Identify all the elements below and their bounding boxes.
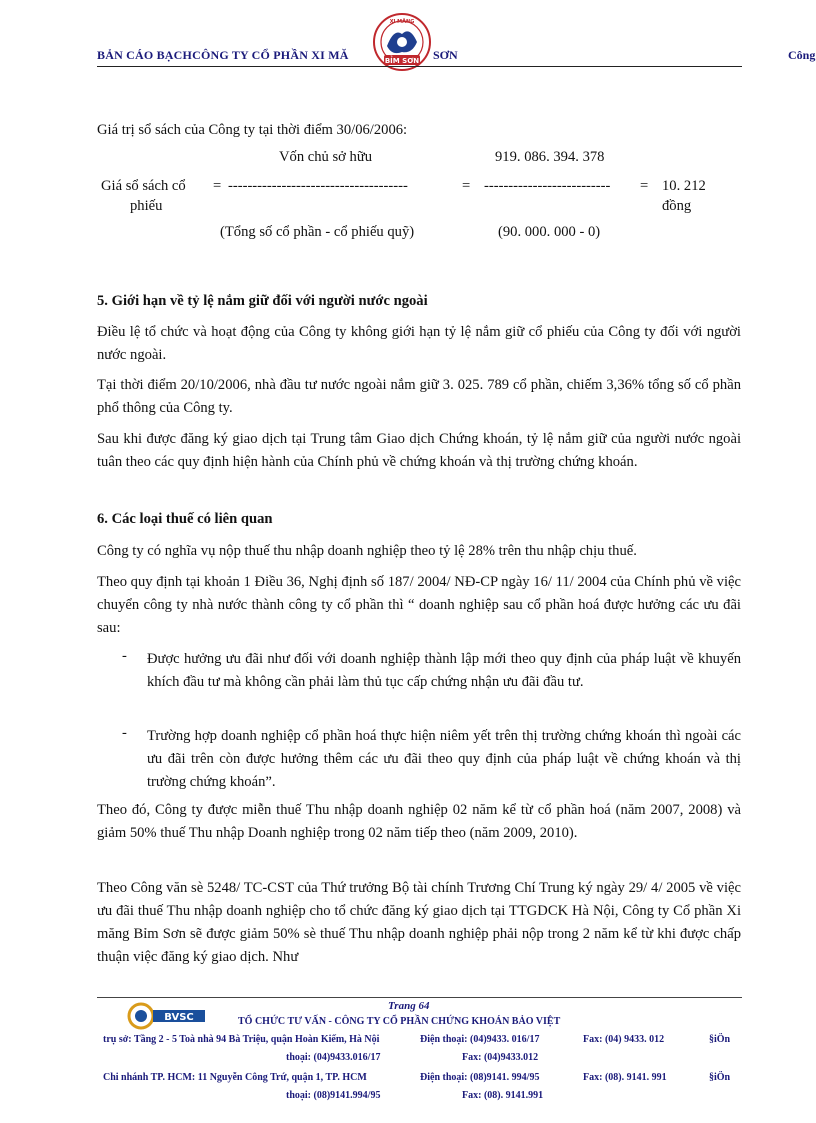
page-number: Trang 64	[388, 1000, 430, 1012]
logo-text-top: XI MĂNG	[389, 19, 415, 25]
footer-hq-fax: Fax: (04) 9433. 012	[583, 1034, 665, 1045]
bullet-item-2: Trường hợp doanh nghiệp cổ phần hoá thực hiện niêm yết trên thị trường chứng khoán thì ngoài các ưu đãi trên còn được hưởng thêm các ưu đãi theo quy định của pháp luật về chứng khoán và thị trường chứng khoán”.	[147, 728, 741, 790]
section5-paragraph-1: Điều lệ tổ chức và hoạt động của Công ty không giới hạn tỷ lệ nắm giữ cổ phiếu của Công ty đối với người nước ngoài.	[97, 324, 741, 363]
footer-hq-phone-2: thoại: (04)9433.016/17	[286, 1052, 381, 1063]
footer-branch-extra: §iÖn	[709, 1072, 731, 1083]
formula-result-line1: 10. 212	[662, 178, 706, 194]
bvsc-logo	[127, 1002, 207, 1030]
section5-paragraph-3: Sau khi được đăng ký giao dịch tại Trung tâm Giao dịch Chứng khoán, tỷ lệ nắm giữ của người nước ngoài tuân theo các quy định hiện hành của Chính phủ về chứng khoán và thị trường chứng khoán.	[97, 431, 741, 470]
formula-denom-value: (90. 000. 000 - 0)	[498, 224, 601, 240]
bvsc-logo-text: BVSC	[164, 1012, 194, 1023]
formula-eq2: =	[462, 178, 471, 194]
formula-result-line2: đồng	[662, 198, 692, 214]
footer-branch-fax: Fax: (08). 9141. 991	[583, 1072, 667, 1083]
footer-branch-phone: Điện thoại: (08)9141. 994/95	[420, 1072, 540, 1083]
section5-heading: 5. Giới hạn về tỷ lệ nắm giữ đối với người nước ngoài	[97, 293, 428, 309]
formula-dash2: --------------------------	[484, 178, 611, 194]
footer-hq-phone: Điện thoại: (04)9433. 016/17	[420, 1034, 540, 1045]
formula-numer-label: Vốn chủ sở hữu	[279, 149, 373, 165]
section6-paragraph-2: Theo quy định tại khoản 1 Điều 36, Nghị định số 187/ 2004/ NĐ-CP ngày 16/ 11/ 2004 của Chính phủ về việc chuyển công ty nhà nước thành công ty cổ phần thì “ doanh nghiệp sau cổ phần hoá được hưởng các ưu đãi sau:	[97, 574, 741, 636]
header-divider	[97, 66, 742, 67]
section5-paragraph-2: Tại thời điểm 20/10/2006, nhà đầu tư nước ngoài nắm giữ 3. 025. 789 cổ phần, chiếm 3,36% tổng số cổ phần phổ thông của Công ty.	[97, 377, 741, 416]
bullet-dash: -	[122, 725, 127, 741]
bullet-item-1: Được hưởng ưu đãi như đối với doanh nghiệp thành lập mới theo quy định của pháp luật về khuyến khích đầu tư mà không cần phải làm thủ tục cấp chứng nhận ưu đãi đầu tư.	[147, 651, 741, 690]
company-logo	[372, 12, 432, 72]
footer-branch-address: Chi nhánh TP. HCM: 11 Nguyễn Công Trứ, quận 1, TP. HCM	[103, 1072, 367, 1083]
formula-dash1: -------------------------------------	[228, 178, 408, 194]
footer-hq-extra: §iÖn	[709, 1034, 731, 1045]
footer-divider	[97, 997, 742, 998]
footer-branch-phone-2: thoại: (08)9141.994/95	[286, 1090, 381, 1101]
formula-numer-value: 919. 086. 394. 378	[495, 149, 605, 165]
section6-paragraph-1: Công ty có nghĩa vụ nộp thuế thu nhập doanh nghiệp theo tỷ lệ 28% trên thu nhập chịu thuế.	[97, 543, 637, 559]
formula-eq1: =	[213, 178, 222, 194]
footer-hq-address: trụ sở: Tầng 2 - 5 Toà nhà 94 Bà Triệu, quận Hoàn Kiếm, Hà Nội	[103, 1034, 380, 1045]
header-title: BẢN CÁO BẠCHCÔNG TY CỔ PHẦN XI MĂ	[97, 48, 349, 62]
footer-hq-fax-2: Fax: (04)9433.012	[462, 1052, 539, 1063]
section6-paragraph-3: Theo đó, Công ty được miễn thuế Thu nhập doanh nghiệp 02 năm kể từ cổ phần hoá (năm 2007, 2008) và giảm 50% thuế Thu nhập Doanh nghiệp trong 02 năm tiếp theo (năm 2009, 2010).	[97, 802, 741, 841]
formula-eq3: =	[640, 178, 649, 194]
formula-denom-label: (Tổng số cổ phần - cổ phiếu quỹ)	[220, 224, 415, 240]
bullet-dash: -	[122, 648, 127, 664]
section6-paragraph-4: Theo Công văn sè 5248/ TC-CST của Thứ trưởng Bộ tài chính Trương Chí Trung ký ngày 29/ 4/ 2005 về việc ưu đãi thuế Thu nhập doanh nghiệp cho tổ chức đăng ký giao dịch tại TTGDCK Hà Nội, Công ty Cổ phần Xi măng Bỉm Sơn sẽ được giảm 50% sè thuế Thu nhập doanh nghiệp phải nộp trong 2 năm kể từ khi được chấp thuận việc đăng ký giao dịch. Như	[97, 880, 741, 965]
intro-text: Giá trị sổ sách của Công ty tại thời điểm 30/06/2006:	[97, 122, 408, 138]
header-right-text: Công	[788, 48, 816, 62]
section6-heading: 6. Các loại thuế có liên quan	[97, 511, 273, 527]
header-title-end: SƠN	[433, 48, 458, 62]
formula-lhs-line2: phiếu	[130, 198, 163, 214]
footer-branch-fax-2: Fax: (08). 9141.991	[462, 1090, 544, 1101]
logo-text-bottom: BỈM SƠN	[384, 57, 420, 65]
formula-lhs-line1: Giá sổ sách cổ	[101, 178, 186, 194]
footer-org: TỔ CHỨC TƯ VẤN - CÔNG TY CỔ PHẦN CHỨNG KHOÁN BẢO VIỆT	[238, 1016, 561, 1027]
